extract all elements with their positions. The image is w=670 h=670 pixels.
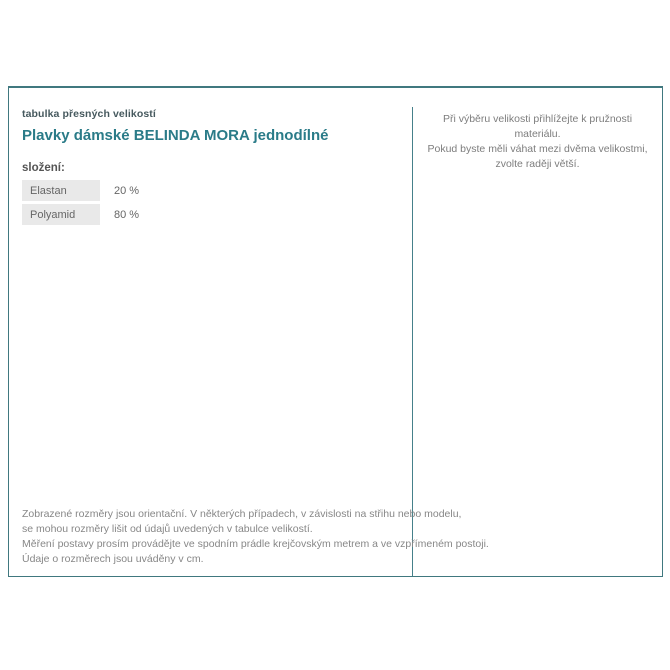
size-advice-note [419, 112, 656, 172]
material-name-cell: Polyamid [22, 204, 100, 225]
measurement-disclaimer [22, 507, 489, 567]
note-line: Při výběru velikosti přihlížejte k pružnosti materiálu. [442, 113, 633, 140]
product-title: Plavky dámské BELINDA MORA jednodílné [22, 127, 329, 144]
composition-table [22, 177, 214, 228]
left-column [9, 88, 489, 576]
material-name-cell: Elastan [22, 180, 100, 201]
composition-row [22, 180, 214, 201]
note-line: zvolte raději větší. [495, 158, 580, 170]
panel-subtitle: tabulka přesných velikostí [22, 108, 156, 120]
material-percent-cell: 20 % [100, 180, 214, 201]
disclaimer-line: se mohou rozměry lišit od údajů uvedených v tabulce velikostí. [22, 523, 313, 535]
right-column [412, 107, 662, 576]
material-percent-cell: 80 % [100, 204, 214, 225]
size-table-panel [8, 86, 663, 577]
composition-row [22, 204, 214, 225]
composition-label: složení: [22, 162, 65, 174]
disclaimer-line: Údaje o rozměrech jsou uváděny v cm. [22, 553, 204, 565]
disclaimer-line: Zobrazené rozměry jsou orientační. V některých případech, v závislosti na střihu nebo modelu, [22, 508, 462, 520]
disclaimer-line: Měření postavy prosím provádějte ve spodním prádle krejčovským metrem a ve vzpřímeném postoji. [22, 538, 489, 550]
note-line: Pokud byste měli váhat mezi dvěma velikostmi, [427, 143, 648, 155]
